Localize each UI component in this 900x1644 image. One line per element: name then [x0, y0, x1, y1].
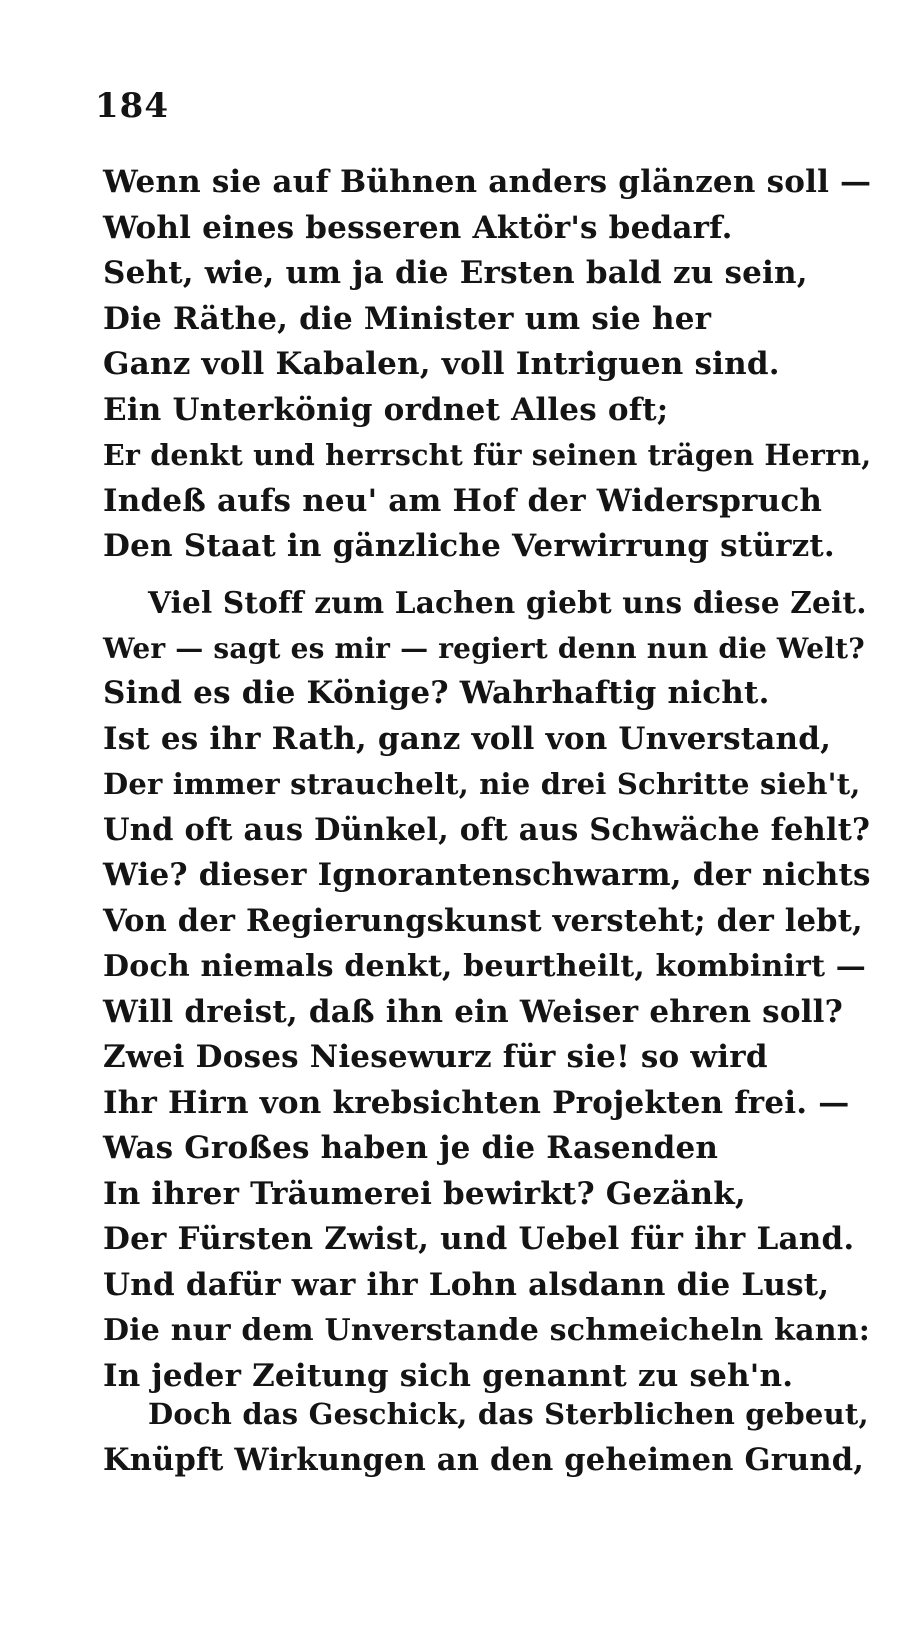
verse-line: Sind es die Könige? Wahrhaftig nicht.: [103, 675, 770, 711]
verse-line: Wenn sie auf Bühnen anders glänzen soll —: [103, 164, 872, 200]
verse-line-indented: Doch das Geschick, das Sterblichen gebeut,: [148, 1397, 869, 1431]
page-number: 184: [95, 86, 169, 126]
verse-line: Ganz voll Kabalen, voll Intriguen sind.: [103, 346, 780, 382]
verse-line: Zwei Doses Niesewurz für sie! so wird: [103, 1039, 768, 1075]
verse-line: Indeß aufs neu' am Hof der Widerspruch: [103, 482, 823, 519]
verse-line: Ihr Hirn von krebsichten Projekten frei. —: [103, 1084, 850, 1121]
verse-line: Der Fürsten Zwist, und Uebel für ihr Land.: [103, 1221, 855, 1257]
verse-line: Er denkt und herrscht für seinen trägen Herrn,: [103, 438, 872, 472]
verse-line: Knüpft Wirkungen an den geheimen Grund,: [103, 1441, 865, 1478]
verse-line: Den Staat in gänzliche Verwirrung stürzt.: [103, 528, 835, 564]
verse-line: Von der Regierungskunst versteht; der lebt,: [103, 902, 863, 939]
poem-stanza-2: [103, 580, 873, 1399]
verse-line: Ist es ihr Rath, ganz voll von Unverstand,: [103, 720, 832, 757]
verse-line: Wer — sagt es mir — regiert denn nun die Welt?: [103, 631, 865, 665]
verse-line: Und dafür war ihr Lohn alsdann die Lust,: [103, 1266, 830, 1303]
verse-line: Der immer strauchelt, nie drei Schritte sieh't,: [103, 767, 861, 801]
poem-stanza-1: [103, 160, 873, 570]
verse-line: Die Räthe, die Minister um sie her: [103, 300, 712, 337]
verse-line: Ein Unterkönig ordnet Alles oft;: [103, 391, 669, 428]
verse-line: Doch niemals denkt, beurtheilt, kombinirt —: [103, 949, 866, 984]
verse-line: Was Großes haben je die Rasenden: [103, 1130, 719, 1166]
verse-line-indented: Viel Stoff zum Lachen giebt uns diese Zeit.: [148, 585, 867, 620]
verse-line: Die nur dem Unverstande schmeicheln kann:: [103, 1313, 871, 1348]
verse-line: Will dreist, daß ihn ein Weiser ehren soll?: [103, 993, 844, 1030]
verse-line: Und oft aus Dünkel, oft aus Schwäche fehlt?: [103, 811, 871, 848]
poem-stanza-3: [103, 1392, 873, 1483]
verse-line: Wie? dieser Ignorantenschwarm, der nichts: [103, 857, 871, 893]
verse-line: Wohl eines besseren Aktör's bedarf.: [103, 209, 733, 246]
verse-line: In jeder Zeitung sich genannt zu seh'n.: [103, 1357, 794, 1394]
verse-line: Seht, wie, um ja die Ersten bald zu sein,: [103, 255, 808, 291]
verse-line: In ihrer Träumerei bewirkt? Gezänk,: [103, 1175, 746, 1212]
